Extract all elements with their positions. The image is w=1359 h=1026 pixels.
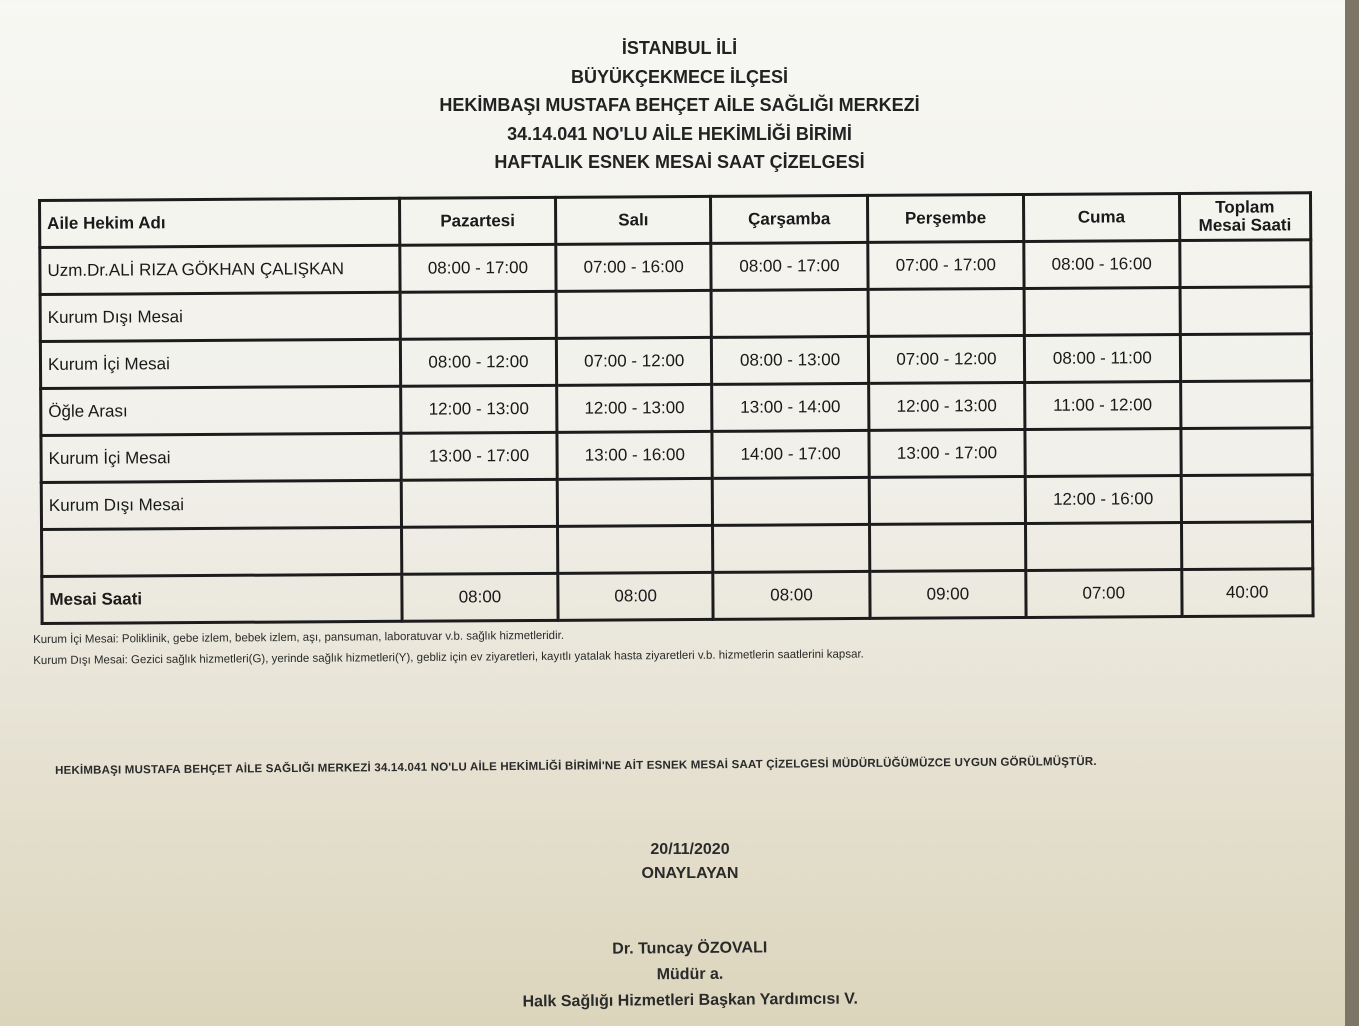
time-cell bbox=[713, 477, 870, 525]
time-cell: 08:00 - 13:00 bbox=[712, 336, 869, 384]
approval-block bbox=[0, 838, 1359, 886]
row-label: Uzm.Dr.ALİ RIZA GÖKHAN ÇALIŞKAN bbox=[40, 245, 400, 294]
document-header bbox=[0, 34, 1359, 177]
signatory-name: Dr. Tuncay ÖZOVALI bbox=[612, 939, 768, 958]
total-cell bbox=[1180, 428, 1312, 476]
time-cell bbox=[556, 290, 712, 338]
signature-block bbox=[0, 930, 1359, 1020]
time-cell bbox=[711, 289, 868, 337]
row-label: Öğle Arası bbox=[41, 386, 401, 435]
table-row bbox=[41, 475, 1312, 530]
column-header-total bbox=[1179, 193, 1311, 241]
approval-statement: HEKİMBAŞI MUSTAFA BEHÇET AİLE SAĞLIĞI MERKEZİ 34.14.041 NO'LU AİLE HEKİMLİĞİ BİRİMİ'NE AİT ESNEK MESAİ SAAT ÇİZELGESİ MÜDÜRLÜĞÜMÜZCE UYGUN GÖRÜLMÜŞTÜR. bbox=[55, 755, 1097, 777]
signatory-position: Halk Sağlığı Hizmetleri Başkan Yardımcısı V. bbox=[522, 990, 858, 1011]
row-label bbox=[42, 527, 402, 576]
column-header-day: Çarşamba bbox=[711, 195, 868, 243]
daily-hours-cell: 08:00 bbox=[713, 571, 870, 619]
time-cell bbox=[557, 478, 713, 526]
column-header-name: Aile Hekim Adı bbox=[40, 198, 400, 247]
time-cell: 13:00 - 17:00 bbox=[401, 432, 557, 480]
time-cell: 14:00 - 17:00 bbox=[712, 430, 869, 478]
row-label: Kurum İçi Mesai bbox=[40, 339, 400, 388]
total-cell bbox=[1181, 475, 1313, 523]
header-unit: 34.14.041 NO'LU AİLE HEKİMLİĞİ BİRİMİ bbox=[507, 123, 852, 144]
approver-label: ONAYLAYAN bbox=[641, 865, 739, 882]
table-row bbox=[40, 240, 1311, 295]
time-cell: 07:00 - 17:00 bbox=[868, 241, 1025, 289]
time-cell bbox=[713, 524, 870, 572]
time-cell: 08:00 - 12:00 bbox=[400, 338, 556, 386]
approval-date: 20/11/2020 bbox=[650, 841, 730, 858]
time-cell bbox=[869, 523, 1026, 571]
time-cell: 11:00 - 12:00 bbox=[1025, 382, 1181, 430]
time-cell bbox=[401, 479, 557, 527]
table-row bbox=[41, 428, 1312, 483]
footer-label: Mesai Saati bbox=[42, 574, 402, 623]
daily-hours-cell: 09:00 bbox=[870, 570, 1027, 618]
time-cell: 12:00 - 13:00 bbox=[868, 382, 1025, 430]
time-cell: 12:00 - 16:00 bbox=[1025, 476, 1181, 524]
column-header-day: Perşembe bbox=[867, 194, 1024, 242]
time-cell: 08:00 - 17:00 bbox=[400, 244, 556, 292]
header-schedule-title: HAFTALIK ESNEK MESAİ SAAT ÇİZELGESİ bbox=[494, 152, 865, 172]
time-cell: 07:00 - 12:00 bbox=[556, 337, 712, 385]
daily-hours-cell: 08:00 bbox=[558, 572, 714, 620]
footer-row bbox=[42, 569, 1313, 624]
column-header-day: Salı bbox=[556, 196, 712, 244]
column-header-day: Cuma bbox=[1024, 194, 1180, 242]
time-cell: 13:00 - 14:00 bbox=[712, 383, 869, 431]
total-cell bbox=[1181, 522, 1313, 570]
table-row bbox=[40, 287, 1311, 342]
time-cell: 13:00 - 16:00 bbox=[557, 431, 713, 479]
time-cell: 08:00 - 17:00 bbox=[711, 242, 868, 290]
time-cell bbox=[401, 526, 557, 574]
time-cell bbox=[868, 288, 1025, 336]
header-province: İSTANBUL İLİ bbox=[621, 38, 738, 58]
time-cell: 07:00 - 16:00 bbox=[556, 243, 712, 291]
row-label: Kurum Dışı Mesai bbox=[41, 480, 401, 529]
table-header-row bbox=[40, 193, 1311, 248]
time-cell: 08:00 - 16:00 bbox=[1024, 241, 1180, 289]
time-cell bbox=[400, 291, 556, 339]
total-header-line1: Toplam bbox=[1215, 197, 1275, 217]
time-cell bbox=[1026, 523, 1182, 571]
time-cell bbox=[1025, 429, 1181, 477]
schedule-table bbox=[38, 191, 1315, 625]
header-district: BÜYÜKÇEKMECE İLÇESİ bbox=[570, 66, 789, 87]
time-cell: 13:00 - 17:00 bbox=[869, 429, 1026, 477]
daily-hours-cell: 08:00 bbox=[402, 573, 558, 621]
time-cell: 12:00 - 13:00 bbox=[557, 384, 713, 432]
table-row bbox=[41, 381, 1312, 436]
total-cell bbox=[1180, 287, 1312, 335]
time-cell bbox=[558, 525, 714, 573]
table-row bbox=[42, 522, 1313, 577]
total-header-line2: Mesai Saati bbox=[1198, 215, 1292, 235]
daily-hours-cell: 07:00 bbox=[1026, 570, 1182, 618]
time-cell: 07:00 - 12:00 bbox=[868, 335, 1025, 383]
footnotes bbox=[33, 623, 864, 672]
header-health-center: HEKİMBAŞI MUSTAFA BEHÇET AİLE SAĞLIĞI MERKEZİ bbox=[439, 95, 920, 115]
total-cell bbox=[1179, 240, 1311, 288]
time-cell bbox=[1024, 288, 1180, 336]
total-cell bbox=[1180, 334, 1312, 382]
footnote-external: Kurum Dışı Mesai: Gezici sağlık hizmetleri(G), yerinde sağlık hizmetleri(Y), gebliz için ev ziyaretleri, kayıtlı yatalak hasta ziyaretleri v.b. hizmetlerin saatlerini kapsar. bbox=[33, 648, 864, 667]
footnote-internal: Kurum İçi Mesai: Poliklinik, gebe izlem, bebek izlem, aşı, pansuman, laboratuvar v.b. sağlık hizmetleridir. bbox=[33, 629, 565, 646]
row-label: Kurum İçi Mesai bbox=[41, 433, 401, 482]
signatory-title: Müdür a. bbox=[656, 965, 724, 984]
time-cell bbox=[869, 476, 1026, 524]
column-header-day: Pazartesi bbox=[399, 197, 555, 245]
total-cell bbox=[1180, 381, 1312, 429]
time-cell: 12:00 - 13:00 bbox=[401, 385, 557, 433]
weekly-total-cell: 40:00 bbox=[1181, 569, 1313, 617]
row-label: Kurum Dışı Mesai bbox=[40, 292, 400, 341]
time-cell: 08:00 - 11:00 bbox=[1024, 335, 1180, 383]
table-row bbox=[40, 334, 1311, 389]
